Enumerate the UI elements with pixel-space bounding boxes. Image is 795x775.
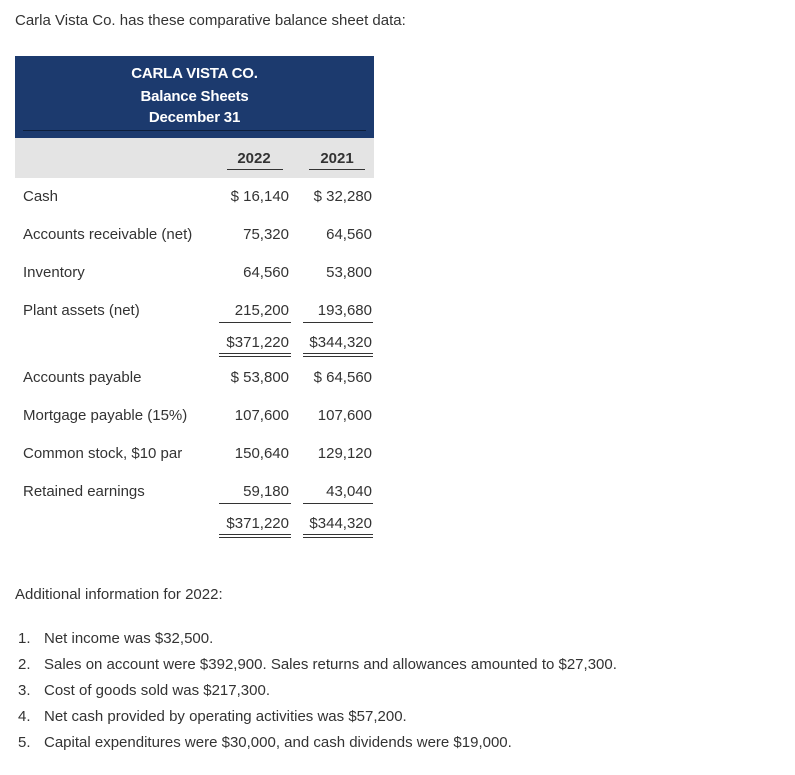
- list-number: 3.: [18, 682, 31, 699]
- total-double-rule-2022: [219, 534, 291, 538]
- row-label: Inventory: [23, 264, 85, 281]
- statement-date: December 31: [148, 109, 241, 126]
- subtotal-rule-2021: [303, 503, 373, 504]
- value-2022: 107,600: [234, 407, 289, 424]
- year-2021-rule: [309, 169, 365, 170]
- row-label: Mortgage payable (15%): [23, 407, 188, 424]
- total-double-rule-2022: [219, 353, 291, 357]
- value-2021: 193,680: [317, 302, 372, 319]
- value-2022: 215,200: [234, 302, 289, 319]
- total-liabilities-2022: $371,220: [226, 515, 289, 532]
- value-2021: $ 64,560: [313, 369, 372, 386]
- list-number: 4.: [18, 708, 31, 725]
- row-label: Accounts payable: [23, 369, 142, 386]
- value-2022: 59,180: [243, 483, 289, 500]
- list-number: 5.: [18, 734, 31, 751]
- list-text: Net cash provided by operating activities was $57,200.: [44, 708, 407, 725]
- value-2021: 129,120: [317, 445, 372, 462]
- list-text: Cost of goods sold was $217,300.: [44, 682, 270, 699]
- list-number: 2.: [18, 656, 31, 673]
- subtotal-rule-2022: [219, 503, 291, 504]
- total-liabilities-2021: $344,320: [309, 515, 372, 532]
- year-2022-rule: [227, 169, 283, 170]
- total-assets-2022: $371,220: [226, 334, 289, 351]
- value-2022: 150,640: [234, 445, 289, 462]
- list-text: Sales on account were $392,900. Sales returns and allowances amounted to $27,300.: [44, 656, 617, 673]
- header-rule: [23, 130, 366, 131]
- subtotal-rule-2021: [303, 322, 373, 323]
- value-2021: 53,800: [326, 264, 372, 281]
- company-name: CARLA VISTA CO.: [131, 65, 258, 82]
- subtotal-rule-2022: [219, 322, 291, 323]
- total-assets-2021: $344,320: [309, 334, 372, 351]
- total-double-rule-2021: [303, 353, 373, 357]
- balance-sheet-header: [15, 56, 374, 138]
- row-label: Cash: [23, 188, 59, 205]
- total-double-rule-2021: [303, 534, 373, 538]
- value-2022: $ 16,140: [230, 188, 289, 205]
- row-label: Retained earnings: [23, 483, 145, 500]
- value-2021: 43,040: [326, 483, 372, 500]
- row-label: Accounts receivable (net): [23, 226, 193, 243]
- row-label: Plant assets (net): [23, 302, 140, 319]
- value-2021: 107,600: [317, 407, 372, 424]
- intro-text: Carla Vista Co. has these comparative balance sheet data:: [15, 12, 406, 29]
- value-2022: $ 53,800: [230, 369, 289, 386]
- list-text: Capital expenditures were $30,000, and cash dividends were $19,000.: [44, 734, 512, 751]
- list-text: Net income was $32,500.: [44, 630, 214, 647]
- additional-info-title: Additional information for 2022:: [15, 586, 223, 603]
- list-number: 1.: [18, 630, 31, 647]
- year-2021-header: 2021: [320, 150, 354, 167]
- statement-title: Balance Sheets: [140, 88, 249, 105]
- value-2022: 64,560: [243, 264, 289, 281]
- value-2021: 64,560: [326, 226, 372, 243]
- value-2022: 75,320: [243, 226, 289, 243]
- value-2021: $ 32,280: [313, 188, 372, 205]
- row-label: Common stock, $10 par: [23, 445, 183, 462]
- year-2022-header: 2022: [237, 150, 271, 167]
